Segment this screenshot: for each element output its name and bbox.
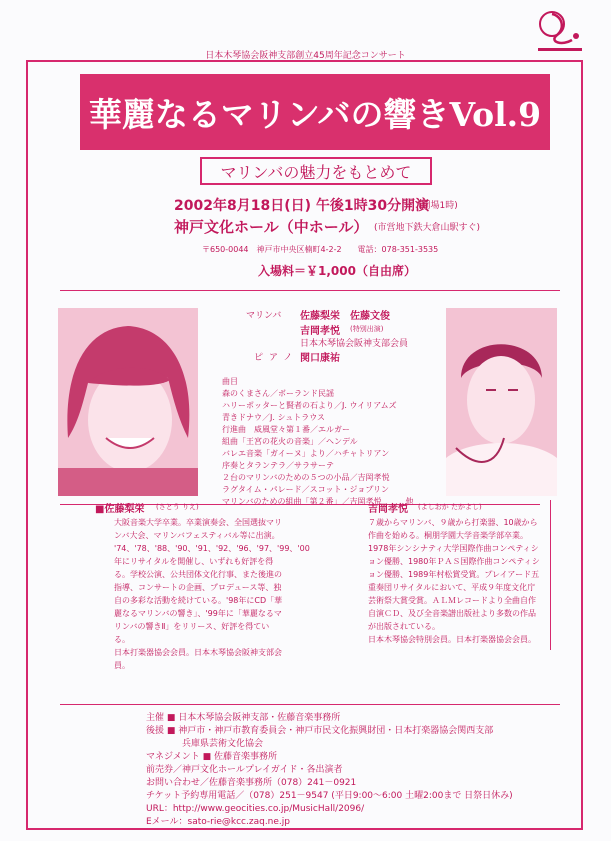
credit-line: お問い合わせ／佐藤音楽事務所（078）241－0921 xyxy=(146,778,357,788)
bio-left-name: ■佐藤梨栄 xyxy=(95,504,145,515)
credit-line: 兵庫県芸術文化協会 xyxy=(146,739,264,749)
credits xyxy=(146,712,513,829)
credit-line: 前売券／神戸文化ホールプレイガイド・各出演者 xyxy=(146,765,343,775)
bio-left-text: 大阪音楽大学卒業。卒業演奏会、全国選抜マリンバ大会、マリンバフェスティバル等に出演。 '74、'78、'88、'90、'91、'92、'96、'97、'99、'00年にリサイタルを開催し、いずれも好評を得る。学校公演、公共団体文化行事、また後進の指導、コンサートの企画、プロデュース等、独自の多彩な活動を続けている。'98年にCD「華麗なるマリンバの響き」、'99年に「華麗なるマリンバの響きⅡ」をリリース、好評を得ている。 日本打楽器協会会員。日本木琴協会阪神支部会員。 xyxy=(114,518,310,670)
concert-subtitle: マリンバの魅力をもとめて xyxy=(200,157,432,185)
bio-right-reading: (よしおか たかよし) xyxy=(418,503,482,511)
email-link[interactable]: Eメール：sato-rie@kcc.zaq.ne.jp xyxy=(146,817,290,827)
piano-label: ピアノ xyxy=(254,353,299,363)
venue: 神戸文化ホール（中ホール） xyxy=(174,218,369,236)
admission: 入場料＝￥1,000（自由席） xyxy=(258,264,416,278)
photo-yoshioka-takayoshi xyxy=(446,308,557,496)
credit-line: チケット予約専用電話／（078）251－9547 (平日9:00～6:00 土曜2:00まで 日祭日休み) xyxy=(146,791,513,801)
marimba-names: 佐藤梨栄 佐藤文俊 xyxy=(300,311,390,322)
marimba-label: マリンバ xyxy=(246,311,282,321)
open-time: (開場1時) xyxy=(418,201,458,211)
venue-note: (市営地下鉄大倉山駅すぐ) xyxy=(374,223,481,233)
credit-line: 後援 ■ 神戸市・神戸市教育委員会・神戸市民文化振興財団・日本打楽器協会関西支部 xyxy=(146,726,494,736)
piano-name: 関口康祐 xyxy=(300,353,340,364)
divider xyxy=(60,290,560,291)
bio-right-name: 吉岡孝悦 xyxy=(368,504,408,515)
program-list: 曲目 森のくまさん／ボーランド民謡 ハリーポッターと賢者の石より／J. ウイリアムズ 青きドナウ／J. シュトラウス 行進曲 威風堂々第１番／エルガー 組曲「王宮の花火の音楽」／ヘンデル バレエ音楽「ガイーヌ」より／ハチャトリアン 序奏とタランテラ／サラサーテ ２台のマリンバのための５つの小品／吉岡孝悦 ラグタイム・パレード／スコット・ジョプリン マリンバのための組曲「第２番」／吉岡孝悦 他 xyxy=(222,377,414,506)
datetime: 2002年8月18日(日) 午後1時30分開演 xyxy=(174,198,430,214)
bio-right-text: ７歳からマリンバ、９歳から打楽器、10歳から作曲を始める。桐朋学園大学音楽学部卒業。1978年シンシナティ大学国際作曲コンペティション優勝、1980年ＰＡＳ国際作曲コンペティション優勝、1989年村松賞受賞。プレイアード五重奏団リサイタルにおいて、平成９年度文化庁芸術祭大賞受賞。ＡＬＭレコードより全曲自作自演ＣＤ、及び全音楽譜出版社より多数の作品が出版されている。 日本木琴協会特別会員。日本打楽器協会会員。 xyxy=(368,518,540,644)
credit-line: マネジメント ■ 佐藤音楽事務所 xyxy=(146,752,277,762)
divider xyxy=(60,704,560,705)
concert-title: 華麗なるマリンバの響きVol.9 xyxy=(80,74,550,150)
credit-line: 主催 ■ 日本木琴協会阪神支部・佐藤音楽事務所 xyxy=(146,713,341,723)
divider xyxy=(550,500,551,650)
url-link[interactable]: URL：http://www.geocities.co.jp/MusicHall/2096/ xyxy=(146,804,365,814)
bio-left-reading: (さとう りえ) xyxy=(156,503,199,511)
address: 〒650-0044 神戸市中央区楠町4-2-2 電話：078-351-3535 xyxy=(202,245,439,254)
association-member: 日本木琴協会阪神支部会員 xyxy=(300,339,409,349)
supertitle: 日本木琴協会阪神支部創立45周年記念コンサート xyxy=(205,51,406,61)
guest-name: 吉岡孝悦 xyxy=(300,326,340,337)
guest-note: (特別出演) xyxy=(350,325,384,333)
photo-sato-rie xyxy=(58,308,198,496)
